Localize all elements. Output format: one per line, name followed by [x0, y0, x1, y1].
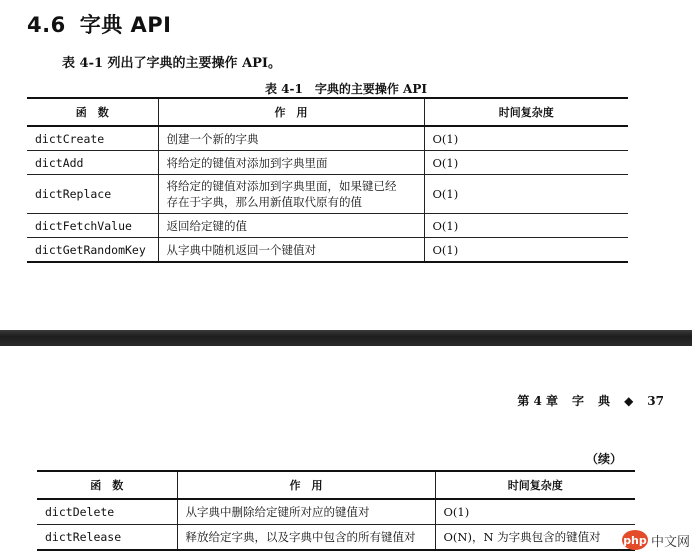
cell-description: 返回给定键的值	[158, 214, 424, 238]
cell-description: 将给定的键值对添加到字典里面	[158, 151, 424, 175]
cell-complexity: O(1)	[424, 151, 628, 175]
table-row	[27, 214, 628, 238]
table-row	[27, 126, 628, 151]
cell-complexity: O(1)	[424, 214, 628, 238]
table-caption	[0, 80, 692, 97]
watermark	[622, 530, 690, 550]
cell-function: dictRelease	[45, 530, 122, 544]
cell-description: 创建一个新的字典	[158, 126, 424, 151]
cell-description: 释放给定字典，以及字典中包含的所有键值对	[177, 525, 435, 551]
cell-complexity: O(1)	[424, 126, 628, 151]
cell-description	[158, 175, 424, 214]
cell-complexity: O(N)，N 为字典包含的键值对	[435, 525, 635, 551]
table-header-row	[27, 98, 628, 126]
header-complexity: 时间复杂度	[424, 98, 628, 126]
caption-label: 表 4-1	[265, 82, 303, 96]
header-purpose: 作 用	[158, 98, 424, 126]
running-header	[503, 392, 664, 409]
header-function: 函 数	[27, 98, 158, 126]
table-row	[27, 238, 628, 263]
php-logo-icon: php	[622, 530, 648, 550]
table-header-row	[37, 471, 635, 499]
cell-description: 从字典中随机返回一个键值对	[158, 238, 424, 263]
cell-function: dictCreate	[27, 126, 158, 151]
diamond-icon: ◆	[624, 394, 634, 408]
cell-complexity: O(1)	[424, 175, 628, 214]
page-number: 37	[647, 394, 664, 408]
table-row	[27, 175, 628, 214]
table-row	[27, 151, 628, 175]
description-line-2: 存在于字典，那么用新值取代原有的值	[166, 195, 362, 209]
caption-title: 字典的主要操作 API	[314, 82, 427, 96]
description-line-1: 将给定的键值对添加到字典里面，如果键已经	[166, 179, 397, 193]
header-function: 函 数	[37, 471, 177, 499]
section-title-text: 字典 API	[79, 13, 172, 37]
page-divider	[0, 330, 692, 346]
watermark-text: 中文网	[650, 534, 690, 550]
intro-paragraph: 表 4-1 列出了字典的主要操作 API。	[62, 56, 282, 71]
cell-function: dictAdd	[27, 151, 158, 175]
cell-description: 从字典中删除给定键所对应的键值对	[177, 499, 435, 525]
cell-function: dictDelete	[37, 499, 177, 525]
cell-complexity: O(1)	[435, 499, 635, 525]
continued-label: （续）	[586, 452, 623, 466]
chapter-label: 第 4 章	[517, 394, 559, 408]
cell-function: dictFetchValue	[27, 214, 158, 238]
table-row	[37, 499, 635, 525]
section-number: 4.6	[27, 13, 66, 37]
table-row	[37, 525, 635, 551]
chapter-char-2: 典	[598, 394, 611, 408]
cell-function: dictReplace	[27, 175, 158, 214]
cell-complexity: O(1)	[424, 238, 628, 263]
api-table	[27, 97, 628, 263]
header-complexity: 时间复杂度	[435, 471, 635, 499]
section-heading	[27, 9, 171, 39]
page-bottom	[0, 346, 692, 554]
header-purpose: 作 用	[177, 471, 435, 499]
cell-function: dictGetRandomKey	[35, 242, 146, 257]
chapter-char-1: 字	[572, 394, 585, 408]
api-table-continued	[37, 470, 635, 551]
